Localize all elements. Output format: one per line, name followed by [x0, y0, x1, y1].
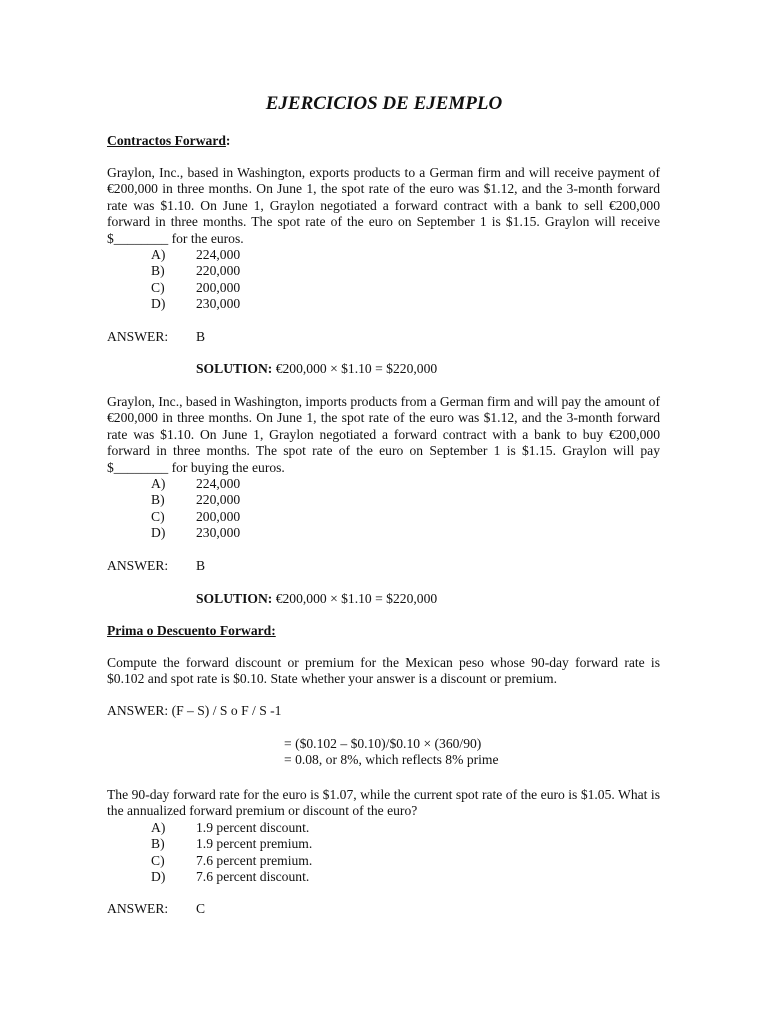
- section-heading-forward-premium: Prima o Descuento Forward:: [107, 623, 276, 638]
- option-letter: D): [151, 525, 166, 541]
- section-heading-colon: :: [225, 133, 231, 148]
- question-3-calc-line-1: = ($0.102 – $0.10)/$0.10 × (360/90): [284, 736, 482, 751]
- option-value: 7.6 percent premium.: [196, 852, 313, 868]
- option-letter: A): [151, 247, 166, 262]
- question-3-calc-line-2: = 0.08, or 8%, which reflects 8% prime: [284, 752, 499, 767]
- answer-label: ANSWER:: [107, 329, 169, 344]
- option-d: [151, 296, 240, 312]
- option-value: 230,000: [196, 296, 241, 312]
- answer-value: B: [196, 558, 206, 573]
- question-1-answer: [107, 329, 205, 345]
- question-4-options: [151, 820, 312, 886]
- option-letter: D): [151, 296, 166, 312]
- solution-label: SOLUTION:: [196, 591, 273, 606]
- page-title: EJERCICIOS DE EJEMPLO: [265, 93, 503, 114]
- question-2-text: Graylon, Inc., based in Washington, imports products from a German firm and will pay the amount of €200,000 in three months. On June 1, the spot rate of the euro was $1.12, and the 3-month forward rate was $1.10. On June 1, Graylon negotiated a forward contract with a bank to buy €200,000 forward in three months. The spot rate of the euro on September 1 is $1.15. Graylon will pay $________ for buying the euros.: [107, 394, 660, 475]
- option-letter: A): [151, 820, 166, 835]
- option-b: [151, 263, 240, 279]
- option-b: [151, 492, 240, 508]
- option-value: 1.9 percent discount.: [196, 820, 310, 835]
- option-d: [151, 869, 312, 885]
- option-value: 7.6 percent discount.: [196, 869, 310, 885]
- option-value: 230,000: [196, 525, 241, 541]
- option-value: 200,000: [196, 279, 241, 295]
- option-value: 200,000: [196, 508, 241, 524]
- option-d: [151, 525, 240, 541]
- option-a: [151, 476, 240, 492]
- option-c: [151, 853, 312, 869]
- option-value: 220,000: [196, 263, 241, 279]
- option-letter: C): [151, 508, 165, 524]
- section-heading-text: Contractos Forward: [107, 133, 226, 148]
- section-heading-forward-contracts: [107, 133, 230, 149]
- option-letter: B): [151, 263, 165, 279]
- option-value: 224,000: [196, 476, 241, 491]
- option-a: [151, 820, 312, 836]
- answer-label: ANSWER:: [107, 901, 169, 916]
- answer-value: B: [196, 329, 206, 344]
- solution-label: SOLUTION:: [196, 361, 273, 376]
- option-letter: C): [151, 852, 165, 868]
- question-2-options: [151, 476, 240, 542]
- answer-label: ANSWER:: [107, 558, 169, 573]
- question-3-text: Compute the forward discount or premium for the Mexican peso whose 90-day forward rate is $0.102 and spot rate is $0.10. State whether your answer is a discount or premium.: [107, 655, 660, 687]
- question-2-answer: [107, 558, 205, 574]
- option-c: [151, 509, 240, 525]
- option-letter: B): [151, 836, 165, 852]
- option-c: [151, 280, 240, 296]
- question-2-solution: [196, 591, 437, 607]
- solution-text: €200,000 × $1.10 = $220,000: [272, 591, 438, 606]
- option-value: 1.9 percent premium.: [196, 836, 313, 852]
- question-3-answer-formula: ANSWER: (F – S) / S o F / S -1: [107, 703, 282, 718]
- solution-text: €200,000 × $1.10 = $220,000: [272, 361, 438, 376]
- option-letter: B): [151, 492, 165, 508]
- option-b: [151, 836, 312, 852]
- question-1-text: Graylon, Inc., based in Washington, exports products to a German firm and will receive payment of €200,000 in three months. On June 1, the spot rate of the euro was $1.12, and the 3-month forward rate was $1.10. On June 1, Graylon negotiated a forward contract with a bank to sell €200,000 forward in three months. The spot rate of the euro on September 1 is $1.15. Graylon will receive $________ for the euros.: [107, 165, 660, 246]
- question-1-options: [151, 247, 240, 313]
- question-4-text: The 90-day forward rate for the euro is $1.07, while the current spot rate of the euro is $1.05. What is the annualized forward premium or discount of the euro?: [107, 787, 660, 819]
- option-value: 220,000: [196, 492, 241, 508]
- question-1-solution: [196, 361, 437, 377]
- option-value: 224,000: [196, 247, 241, 262]
- option-letter: A): [151, 476, 166, 491]
- option-letter: C): [151, 279, 165, 295]
- option-a: [151, 247, 240, 263]
- question-4-answer: [107, 901, 205, 917]
- option-letter: D): [151, 869, 166, 885]
- answer-value: C: [196, 901, 206, 916]
